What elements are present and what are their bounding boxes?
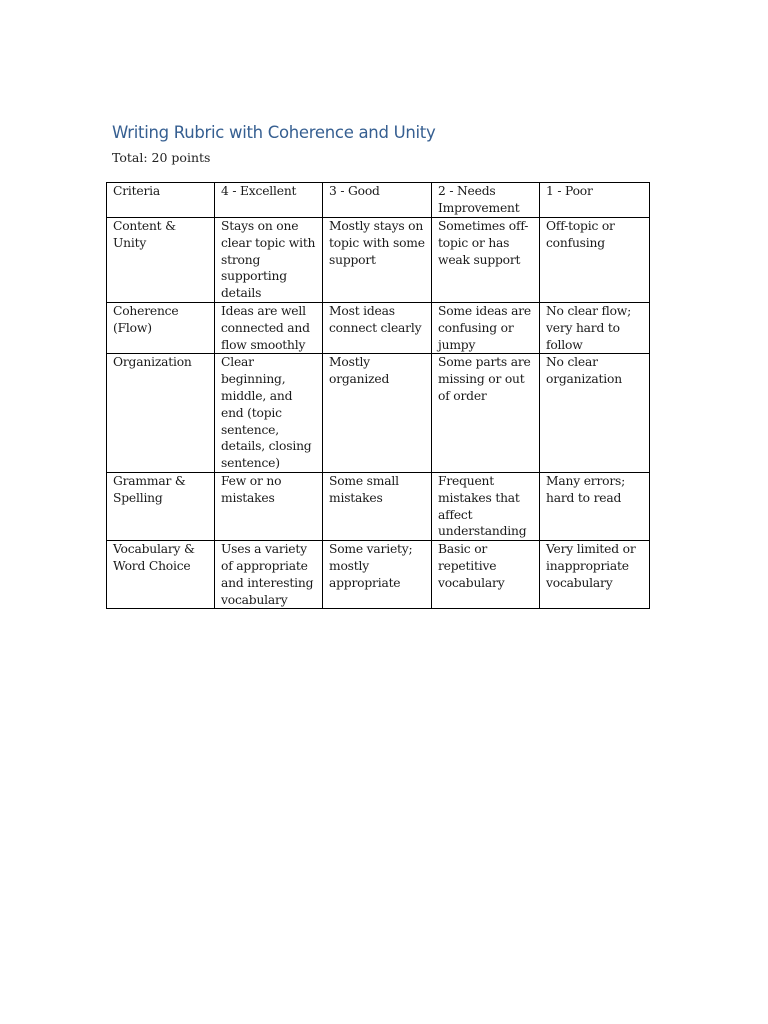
table-header-row — [107, 183, 650, 218]
header-cell-excellent: 4 - Excellent — [215, 183, 323, 218]
criteria-cell: Content & Unity — [107, 218, 215, 303]
header-cell-poor: 1 - Poor — [540, 183, 650, 218]
table-row — [107, 354, 650, 473]
table-row — [107, 302, 650, 353]
rubric-table — [106, 182, 650, 609]
poor-cell: Very limited or inappropriate vocabulary — [540, 541, 650, 609]
excellent-cell: Clear beginning, middle, and end (topic sentence, details, closing sentence) — [215, 354, 323, 473]
page-title: Writing Rubric with Coherence and Unity — [112, 123, 436, 142]
needs-improvement-cell: Basic or repetitive vocabulary — [432, 541, 540, 609]
table-row — [107, 472, 650, 540]
excellent-cell: Stays on one clear topic with strong supporting details — [215, 218, 323, 303]
good-cell: Some small mistakes — [323, 472, 432, 540]
needs-improvement-cell: Some ideas are confusing or jumpy — [432, 302, 540, 353]
criteria-cell: Organization — [107, 354, 215, 473]
good-cell: Most ideas connect clearly — [323, 302, 432, 353]
table-row — [107, 541, 650, 609]
criteria-cell: Coherence (Flow) — [107, 302, 215, 353]
total-points: Total: 20 points — [112, 150, 211, 165]
excellent-cell: Few or no mistakes — [215, 472, 323, 540]
excellent-cell: Ideas are well connected and flow smoothly — [215, 302, 323, 353]
poor-cell: No clear organization — [540, 354, 650, 473]
criteria-cell: Grammar & Spelling — [107, 472, 215, 540]
good-cell: Some variety; mostly appropriate — [323, 541, 432, 609]
good-cell: Mostly stays on topic with some support — [323, 218, 432, 303]
needs-improvement-cell: Some parts are missing or out of order — [432, 354, 540, 473]
criteria-cell: Vocabulary & Word Choice — [107, 541, 215, 609]
table-row — [107, 218, 650, 303]
good-cell: Mostly organized — [323, 354, 432, 473]
poor-cell: No clear flow; very hard to follow — [540, 302, 650, 353]
needs-improvement-cell: Sometimes off-topic or has weak support — [432, 218, 540, 303]
excellent-cell: Uses a variety of appropriate and interesting vocabulary — [215, 541, 323, 609]
header-cell-criteria: Criteria — [107, 183, 215, 218]
header-cell-good: 3 - Good — [323, 183, 432, 218]
poor-cell: Off-topic or confusing — [540, 218, 650, 303]
needs-improvement-cell: Frequent mistakes that affect understanding — [432, 472, 540, 540]
poor-cell: Many errors; hard to read — [540, 472, 650, 540]
header-cell-needs-improvement: 2 - Needs Improvement — [432, 183, 540, 218]
